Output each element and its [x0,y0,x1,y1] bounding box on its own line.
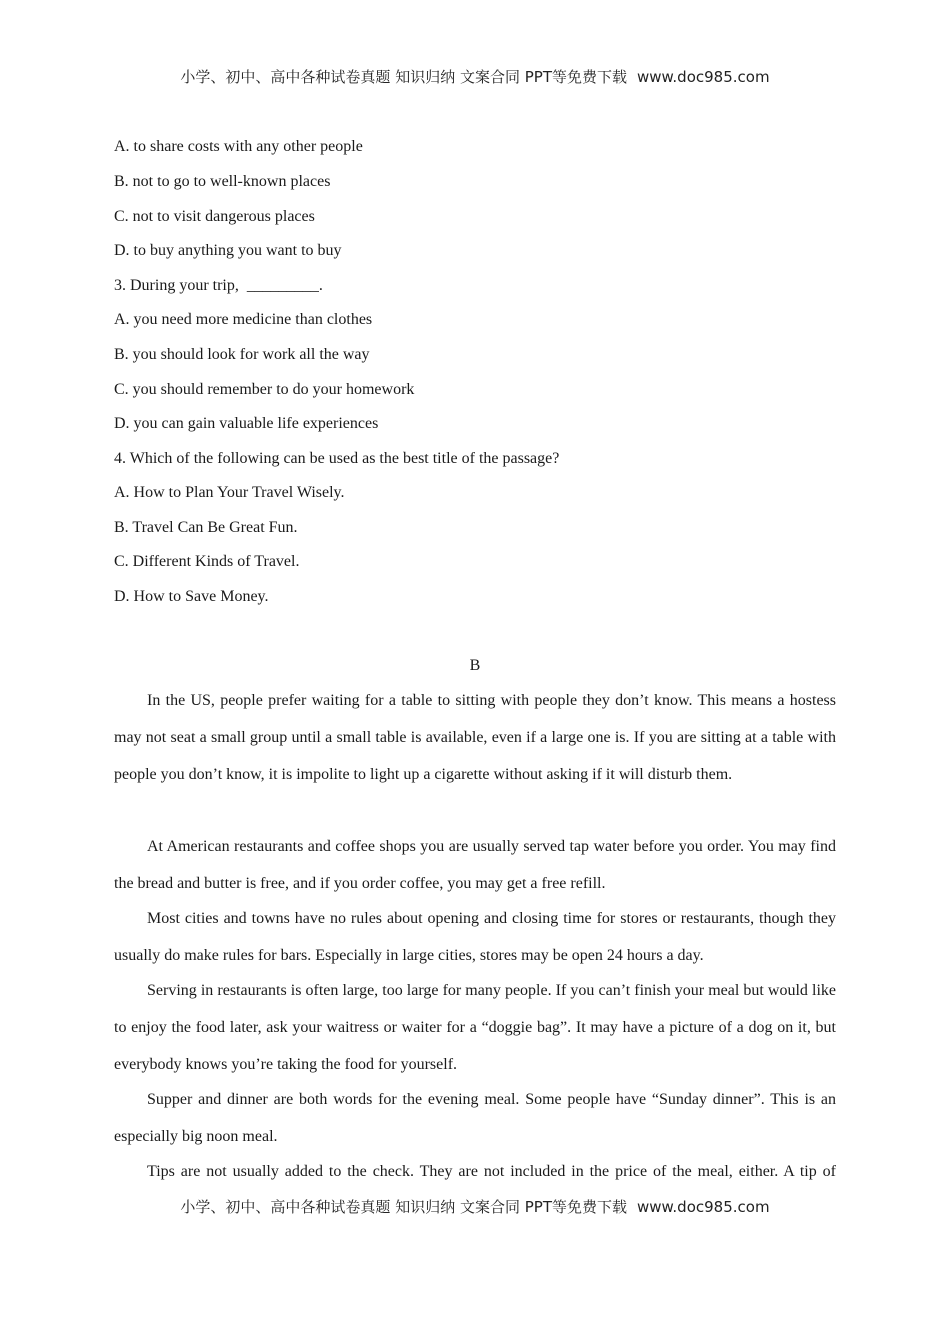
q3-option-c: C. you should remember to do your homework [114,381,415,398]
section-b-paragraph: Supper and dinner are both words for the evening meal. Some people have “Sunday dinner”. This is an especially big noon meal. [114,1091,836,1145]
q4-option-c: C. Different Kinds of Travel. [114,553,300,570]
section-b-title: B [469,657,481,674]
q4-stem: 4. Which of the following can be used as the best title of the passage? [114,450,560,467]
page-header [0,66,950,87]
section-b-paragraph: At American restaurants and coffee shops you are usually served tap water before you order. You may find the bread and butter is free, and if you order coffee, you may get a free refill. [114,838,836,892]
section-b-paragraph: Serving in restaurants is often large, too large for many people. If you can’t finish your meal but would like to enjoy the food later, ask your waitress or waiter for a “doggie bag”. It may have a picture of a dog on it, but everybody knows you’re taking the food for yourself. [114,982,836,1073]
q4-option-d: D. How to Save Money. [114,588,269,605]
q2-option-c: C. not to visit dangerous places [114,208,315,225]
q3-option-d: D. you can gain valuable life experiences [114,415,379,432]
header-text: 小学、初中、高中各种试卷真题 知识归纳 文案合同 PPT等免费下载 [180,68,627,86]
q2-option-d: D. to buy anything you want to buy [114,242,342,259]
section-b-paragraph: Tips are not usually added to the check. They are not included in the price of the meal, either. A tip of [147,1163,836,1180]
header-site-link[interactable]: www.doc985.com [636,68,770,86]
q3-stem: 3. During your trip, _________. [114,277,323,294]
footer-site-link[interactable]: www.doc985.com [636,1198,770,1216]
q3-option-a: A. you need more medicine than clothes [114,311,373,328]
footer-text: 小学、初中、高中各种试卷真题 知识归纳 文案合同 PPT等免费下载 [180,1198,627,1216]
section-b-paragraph: Most cities and towns have no rules about opening and closing time for stores or restaurants, though they usually do make rules for bars. Especially in large cities, stores may be open 24 hours a day. [114,910,836,964]
section-b-paragraph: In the US, people prefer waiting for a table to sitting with people they don’t know. This means a hostess may not seat a small group until a small table is available, even if a large one is. If you are sitting at a table with people you don’t know, it is impolite to light up a cigarette without asking if it will disturb them. [114,692,836,783]
q4-option-a: A. How to Plan Your Travel Wisely. [114,484,345,501]
page-footer [0,1196,950,1217]
q2-option-a: A. to share costs with any other people [114,138,363,155]
q3-option-b: B. you should look for work all the way [114,346,370,363]
q4-option-b: B. Travel Can Be Great Fun. [114,519,298,536]
q2-option-b: B. not to go to well-known places [114,173,331,190]
